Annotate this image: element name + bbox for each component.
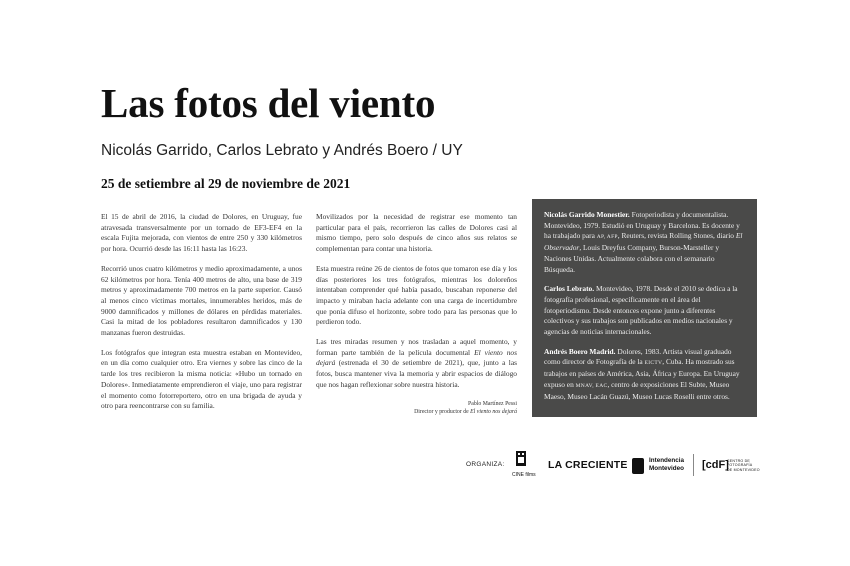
paragraph: Recorrió unos cuatro kilómetros y medio aproximadamente, a unos 62 kilómetros por hora. Tenía 400 metros de alto, una base de 319 metros y aproximadamente 700 metros en la parte superior. Causó al menos cinco víctimas mortales, innumerables heridos, más de 9000 damnificados y millones de dólares en pérdidas materiales. Casi la mitad de los pobladores resultaron damnificados y 130 manzanas fueron destruidas. <box>101 263 302 338</box>
imm-emblem-icon <box>632 458 644 474</box>
signature-role-text: Director y productor de <box>414 409 471 416</box>
bio-name: Carlos Lebrato. <box>544 284 595 294</box>
paragraph: Esta muestra reúne 26 de cientos de fotos que tomaron ese día y los días posteriores los tres fotógrafos, mientras los doloreños intentaban comprender qué había pasado, buscaban reponerse del impacto y miraban hacia adelante con una carga de incertidumbre que ponía difuso el horizonte, sobre todo para las personas que lo perdieron todo. <box>316 263 517 327</box>
bio-name: Andrés Boero Madrid. <box>544 346 616 356</box>
page-title: Las fotos del viento <box>101 80 436 126</box>
cdf-line: DE MONTEVIDEO <box>727 467 760 472</box>
paragraph-text: (estrenada el 30 de setiembre de 2021), que, junto a las fotos, busca mantener viva la memoria y abrir espacios de diálogo que nos hagan reflexionar sobre nuestra historia. <box>316 358 517 389</box>
bio-text: Fotoperiodista y documentalista. Montevideo, 1979. Estudió en Uruguay y Barcelona. Es docente y ha trabajado para <box>544 210 740 241</box>
authors-line: Nicolás Garrido, Carlos Lebrato y Andrés Boero / UY <box>101 142 463 159</box>
bio-small-caps: AP, AFP <box>596 234 618 241</box>
signature <box>316 400 517 417</box>
cdf-mark: [cdF] <box>702 459 729 471</box>
bio-garrido <box>544 210 746 275</box>
paragraph <box>316 337 517 391</box>
text-column-1 <box>101 212 302 421</box>
paragraph-text: Las tres miradas resumen y nos trasladan a aquel momento, y forman parte también de la película documental <box>316 337 517 357</box>
cdf-line: CENTRO DE <box>727 459 750 463</box>
bio-boero <box>544 347 746 403</box>
bio-text: , Cuba. Ha mostrado sus trabajos en países de América, Asia, África y Europa. En Uruguay expuso en <box>544 357 740 389</box>
la-creciente-logo: LA CRECIENTE <box>548 459 628 471</box>
photographers-bio-box <box>532 199 757 417</box>
cine-logo-text: CINE films <box>512 472 536 478</box>
bio-text: Dolores, 1983. Artista visual graduado como director de Fotografía de la <box>544 346 732 367</box>
organiza-label: ORGANIZA: <box>466 461 505 468</box>
signature-film: El viento nos dejará <box>470 409 517 416</box>
bio-newspaper: El Observador <box>544 231 743 253</box>
bio-name: Nicolás Garrido Monestier. <box>544 210 630 219</box>
bio-text: , Reuters, revista Rolling Stones, diario <box>617 231 736 241</box>
cdf-text <box>727 459 760 472</box>
bio-small-caps: MNAV, EAC <box>575 382 608 389</box>
paragraph: Los fotógrafos que integran esta muestra estaban en Montevideo, en un día como cualquier otro. Era viernes y sobre las cinco de la tarde los tres recibieron la misma noticia: «Hubo un tornado en Dolores». Inmediatamente emprendieron el viaje, uno para registrar el momento como fotorreportero, otro en una brigada de ayuda y otro para reencontrarse con su familia. <box>101 347 302 411</box>
bio-lebrato <box>544 284 746 338</box>
logo-divider <box>693 454 694 476</box>
cdf-logo <box>702 456 772 478</box>
cine-films-logo <box>512 450 538 480</box>
imm-line: Montevideo <box>649 465 684 472</box>
text-column-2 <box>316 212 517 417</box>
bio-text: , centro de exposiciones El Subte, Museo Maeso, Museo Lacán Guazú, Museo Lucas Roselli entre otros. <box>544 379 730 401</box>
imm-text <box>649 457 684 473</box>
cdf-line: FOTOGRAFÍA <box>727 463 753 468</box>
signature-role <box>316 408 517 417</box>
paragraph: Movilizados por la necesidad de registrar ese momento tan particular para el país, recorrieron las calles de Dolores casi al mismo tiempo, pero solo después de cinco años sus relatos se complementan para contar una historia. <box>316 212 517 254</box>
bio-text: Montevideo, 1978. Desde el 2010 se dedica a la fotografía profesional, específicamente en el área del fotoperiodismo. Desde entonces expone junto a diferentes colectivos y sus trabajos son publicados en medios nacionales y agencias de noticias internacionales. <box>544 284 738 337</box>
bio-text: , Louis Dreyfus Company, Burson-Marsteller y Naciones Unidas. Actualmente colabora con el semanario Búsqueda. <box>544 243 720 274</box>
imm-line: Intendencia <box>649 457 684 464</box>
organizers-logos <box>466 450 766 480</box>
intendencia-montevideo-logo <box>632 456 692 478</box>
bio-small-caps: EICTV <box>644 360 663 367</box>
signature-name: Pablo Martínez Pessi <box>468 400 517 407</box>
exhibition-dates: 25 de setiembre al 29 de noviembre de 2021 <box>101 176 351 191</box>
paragraph: El 15 de abril de 2016, la ciudad de Dolores, en Uruguay, fue atravesada transversalmente por un tornado de EF3-EF4 en la escala Fujita mejorada, con vientos de entre 250 y 330 kilómetros por hora. Ocurrió desde las 16:11 hasta las 16:23. <box>101 212 302 254</box>
film-title: El viento nos dejará <box>316 347 518 368</box>
